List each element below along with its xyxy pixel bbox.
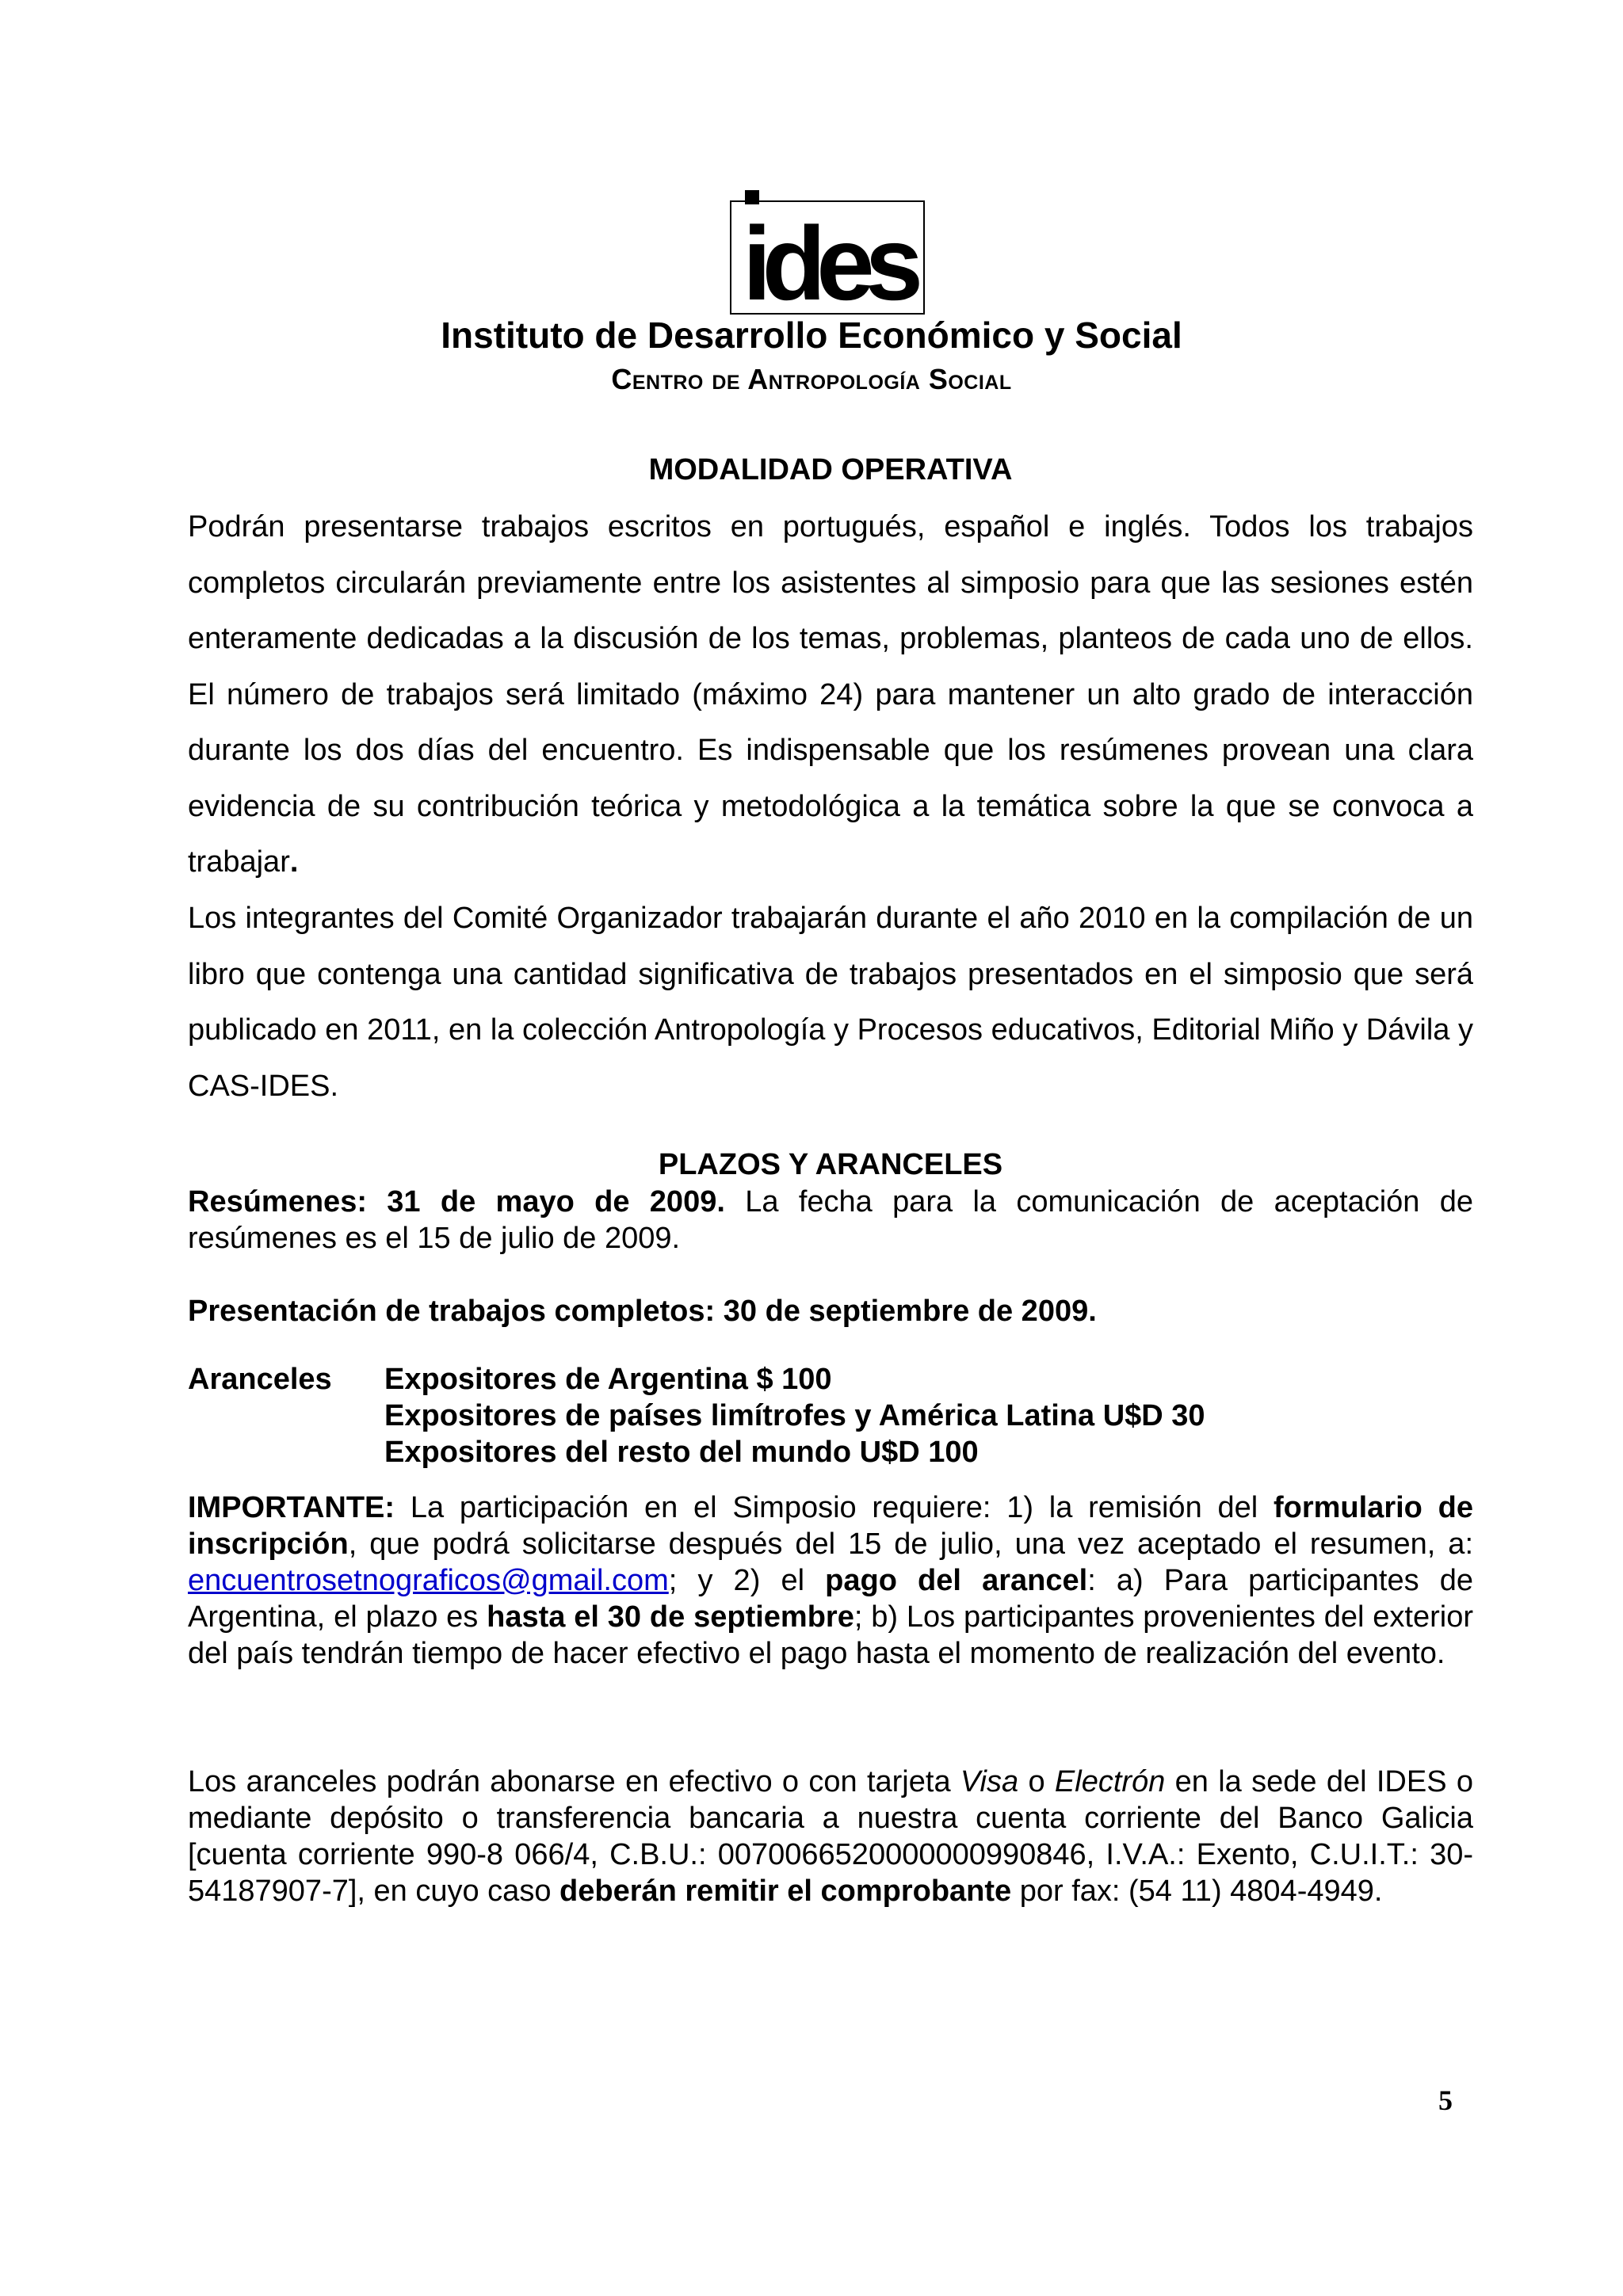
- resumenes-deadline: Resúmenes: 31 de mayo de 2009.: [188, 1185, 725, 1219]
- pago-text: Los aranceles podrán abonarse en efectivo o con tarjeta: [188, 1765, 960, 1798]
- importante-bold-plazo: hasta el 30 de septiembre: [487, 1600, 854, 1634]
- importante-text: : a) Para participantes de Argentina, el plazo es: [188, 1564, 1473, 1634]
- paragraph-importante: [188, 1489, 1473, 1672]
- paragraph-resumenes: [188, 1184, 1473, 1257]
- pago-text: o: [1018, 1765, 1055, 1798]
- importante-bold-pago: pago del arancel: [825, 1564, 1088, 1597]
- pago-text: por fax: (54 11) 4804-4949.: [1011, 1875, 1383, 1908]
- pago-text: en la sede del IDES o mediante depósito o transferencia bancaria a nuestra cuenta corriente del Banco Galicia [cuenta corriente 990-8 066/4, C.B.U.: 0070066520000000990846, I.V.A.: Exento, C.U.I.T.: 30-54187907-7], en cuyo caso: [188, 1765, 1473, 1908]
- importante-text: La participación en el Simposio requiere: 1) la remisión del: [395, 1491, 1274, 1524]
- centre-name: Centro de Antropología Social: [611, 363, 1012, 395]
- section-heading-modalidad: MODALIDAD OPERATIVA: [648, 453, 1013, 486]
- importante-label: IMPORTANTE:: [188, 1491, 395, 1524]
- pago-card-electron: Electrón: [1054, 1765, 1166, 1798]
- institute-name: Instituto de Desarrollo Económico y Social: [441, 315, 1182, 356]
- section-heading-plazos: PLAZOS Y ARANCELES: [658, 1148, 1003, 1181]
- importante-text: ; y 2) el: [668, 1564, 826, 1597]
- importante-bold-formulario: formulario de inscripción: [188, 1491, 1473, 1561]
- fee-item: Expositores del resto del mundo U$D 100: [384, 1436, 979, 1469]
- paragraph-presentacion: Presentación de trabajos completos: 30 de septiembre de 2009.: [188, 1295, 1097, 1328]
- importante-text: ; b) Los participantes provenientes del exterior del país tendrán tiempo de hacer efectivo el pago hasta el momento de realización del evento.: [188, 1600, 1473, 1670]
- logo-wordmark: ides: [742, 205, 915, 315]
- fees-list: [384, 1361, 1205, 1470]
- paragraph-pago: [188, 1764, 1473, 1909]
- paragraph-end-mark: .: [289, 845, 299, 879]
- fees-label: Aranceles: [188, 1363, 332, 1396]
- page-number: 5: [1438, 2084, 1453, 2116]
- ides-logo: [729, 189, 927, 315]
- email-link[interactable]: encuentrosetnograficos@gmail.com: [188, 1564, 669, 1597]
- resumenes-text: La fecha para la comunicación de aceptación de resúmenes es el 15 de julio de 2009.: [188, 1185, 1474, 1255]
- pago-bold-comprobante: deberán remitir el comprobante: [559, 1875, 1012, 1908]
- importante-text: , que podrá solicitarse después del 15 de julio, una vez aceptado el resumen, a:: [348, 1527, 1473, 1561]
- paragraph-modalidad-2: Los integrantes del Comité Organizador trabajarán durante el año 2010 en la compilación de un libro que contenga una cantidad significativa de trabajos presentados en el simposio que será publicado en 2011, en la colección Antropología y Procesos educativos, Editorial Miño y Dávila y CAS-IDES.: [188, 902, 1473, 1103]
- paragraph-modalidad-1: [188, 499, 1473, 891]
- fee-item: Expositores de países limítrofes y América Latina U$D 30: [384, 1399, 1205, 1432]
- fee-item: Expositores de Argentina $ 100: [384, 1363, 832, 1396]
- pago-card-visa: Visa: [960, 1765, 1019, 1798]
- paragraph-text: Podrán presentarse trabajos escritos en portugués, español e inglés. Todos los trabajos completos circularán previamente entre los asistentes al simposio para que las sesiones estén enteramente dedicadas a la discusión de los temas, problemas, planteos de cada uno de ellos. El número de trabajos será limitado (máximo 24) para mantener un alto grado de interacción durante los dos días del encuentro. Es indispensable que los resúmenes provean una clara evidencia de su contribución teórica y metodológica a la temática sobre la que se convoca a trabajar: [188, 510, 1473, 879]
